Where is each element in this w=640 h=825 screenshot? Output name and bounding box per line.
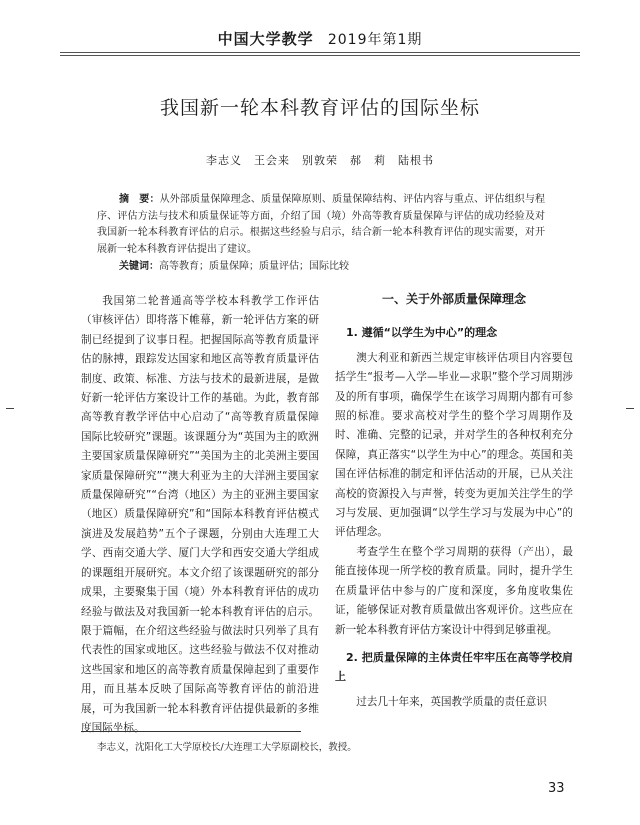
crop-mark (626, 408, 634, 409)
footnote-rule (81, 731, 301, 732)
abstract-text: 从外部质量保障理念、质量保障原则、质量保障结构、评估内容与重点、评估组织与程序、评估方法与技术和质量保证等方面，介绍了国（境）外高等教育质量保障与评估的成功经验及对我国新一轮本科教育评估的启示。根据这些经验与启示，结合新一轮本科教育评估的现实需要，对开展新一轮本科教育评估提出了建议。 (97, 194, 546, 255)
intro-paragraph: 我国第二轮普通高等学校本科教学工作评估（审核评估）即将落下帷幕，新一轮评估方案的研制已经提到了议事日程。把握国际高等教育质量评估的脉搏，跟踪发达国家和地区高等教育质量评估制度、政策、标准、方法与技术的最新进展，是做好新一轮评估方案设计工作的基础。为此，教育部高等教育教学评估中心启动了“高等教育质量保障国际比较研究”课题。该课题分为“英国为主的欧洲主要国家质量保障研究”“美国为主的北美洲主要国家质量保障研究”“澳大利亚为主的大洋洲主要国家质量保障研究”“台湾（地区）为主的亚洲主要国家（地区）质量保障研究”和“国际本科教育评估模式演进及发展趋势”五个子课题，分别由大连理工大学、西南交通大学、厦门大学和西安交通大学组成的课题组开展研究。本文介绍了该课题研究的部分成果，主要聚集于国（境）外本科教育评估的成功经验与做法及对我国新一轮本科教育评估的启示。限于篇幅，在介绍这些经验与做法时只列举了具有代表性的国家或地区。这些经验与做法不仅对推动这些国家和地区的高等教育质量保障起到了重要作用，而且基本反映了国际高等教育评估的前沿进展，可为我国新一轮本科教育评估提供最新的多维度国际坐标。 (81, 295, 319, 734)
journal-name: 中国大学教学 (217, 30, 314, 48)
body-paragraph: 澳大利亚和新西兰规定审核评估项目内容要包括学生“报考—入学—毕业—求职”整个学习周期涉及的所有事项，确保学生在该学习周期内都有可参照的标准。要求高校对学生的整个学习周期作及时、准确、完整的记录，并对学生的各种权利充分保障，真正落实“以学生为中心”的理念。英国和美国在评估标准的制定和评估活动的开展，已从关注高校的资源投入与声誉，转变为更加关注学生的学习与发展、更加强调“以学生学习与发展为中心”的评估理念。 (335, 351, 573, 539)
right-column (335, 290, 573, 712)
section-heading: 一、关于外部质量保障理念 (381, 292, 526, 306)
abstract (97, 192, 545, 258)
abstract-label: 摘 要： (119, 194, 160, 205)
author-list: 李志义 王会来 别敦荣 郝 莉 陆根书 (206, 154, 434, 167)
footnote: 李志义，沈阳化工大学原校长/大连理工大学原副校长，教授。 (97, 742, 357, 753)
header-rule (60, 52, 580, 53)
journal-header (0, 28, 640, 49)
body-paragraph: 过去几十年来，英国教学质量的责任意识 (356, 695, 547, 708)
crop-mark (6, 408, 14, 409)
subsection-heading: 1. 遵循“以学生为中心”的理念 (346, 326, 498, 340)
left-column (81, 292, 319, 738)
subsection-heading: 2. 把质量保障的主体责任牢牢压在高等学校肩上 (335, 650, 573, 684)
header-rule (60, 55, 580, 56)
article-title: 我国新一轮本科教育评估的国际坐标 (159, 97, 480, 119)
body-paragraph: 考查学生在整个学习周期的获得（产出），最能直接体现一所学校的教育质量。同时，提升学生在质量评估中参与的广度和深度，多角度收集佐证，能够保证对教育质量做出客观评价。这些应在新一轮本科教育评估方案设计中得到足够重视。 (335, 545, 573, 636)
page-number: 33 (548, 781, 565, 796)
keywords-text: 高等教育；质量保障；质量评估；国际比较 (159, 261, 349, 272)
journal-issue: 2019年第1期 (327, 32, 423, 48)
keywords-label: 关键词： (119, 261, 159, 272)
keywords (119, 259, 545, 275)
